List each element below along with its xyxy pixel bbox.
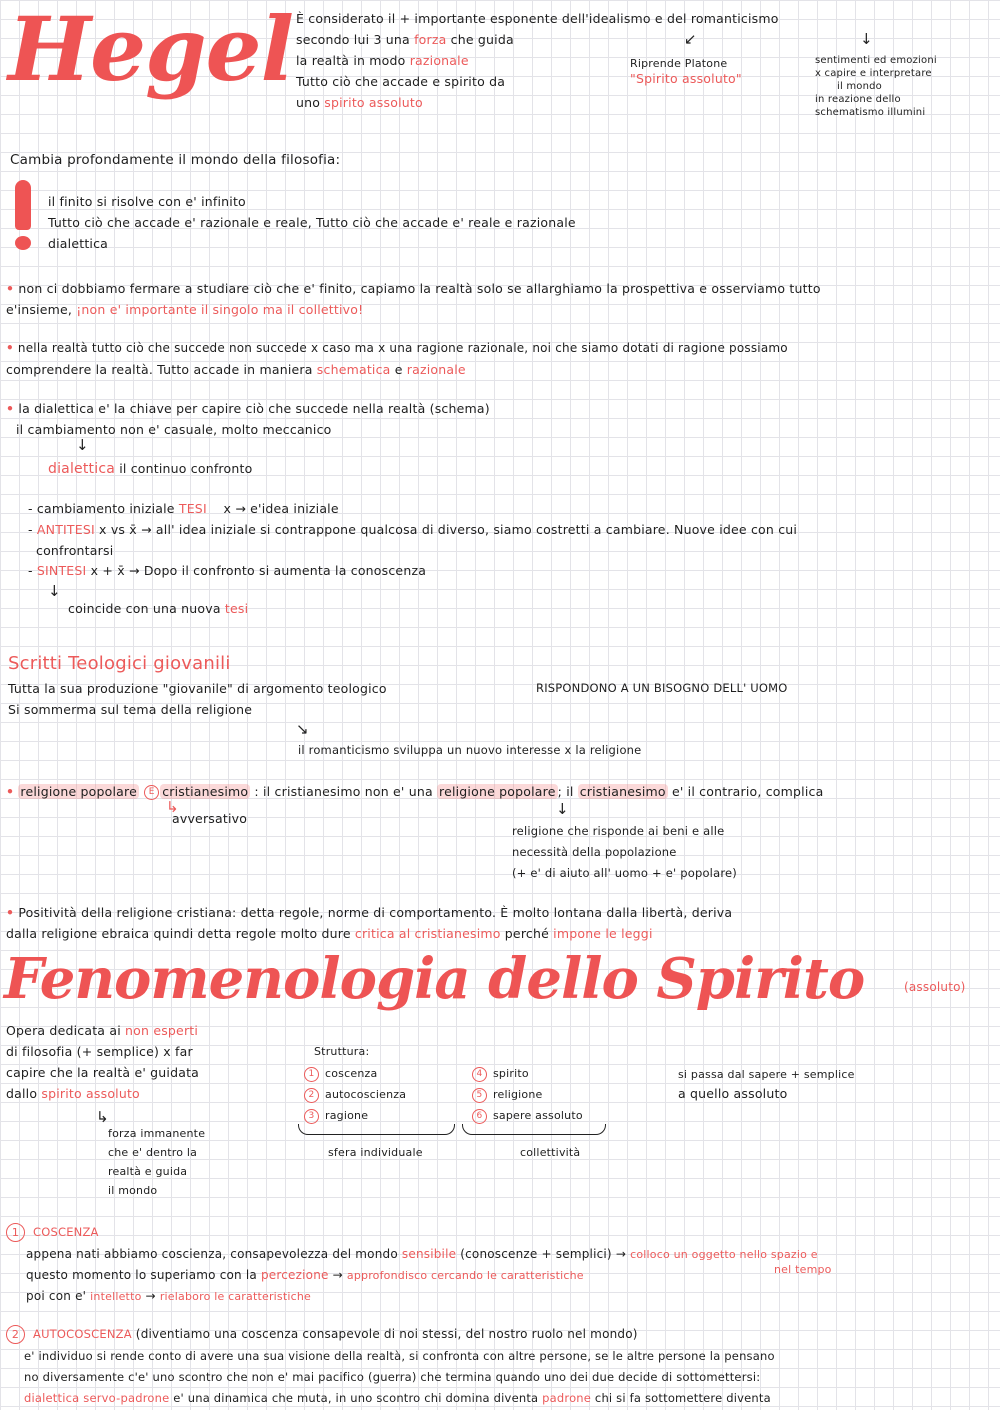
brace-collettivita xyxy=(462,1124,606,1135)
cambia-points: il finito si risolve con e' infinito Tutto ciò che accade e' razionale e reale, Tutto ciò che accade e' reale e razionale dialettica xyxy=(48,194,576,251)
bullet-finito: • non ci dobbiamo fermare a studiare ciò che e' finito, capiamo la realtà solo se allarghiamo la prospettiva e osserviamo tutto e'insieme, ¡non e' importante il singolo ma il collettivo! xyxy=(6,281,821,317)
brace-individuale xyxy=(298,1124,455,1135)
struttura-item: 5 religione xyxy=(472,1084,583,1105)
scritti-text: Tutta la sua produzione "giovanile" di argomento teologico Si sommerma sul tema della religione xyxy=(8,681,387,717)
arrow-down-icon: ↓ xyxy=(556,800,569,818)
dialettica-line: dialettica il continuo confronto xyxy=(48,461,253,477)
romanticismo-line: il romanticismo sviluppa un nuovo interesse x la religione xyxy=(298,743,642,757)
arrow-down-icon: ↘ xyxy=(296,720,309,738)
arrow-down-icon: ↓ xyxy=(76,436,89,454)
intro-line-1: È considerato il + importante esponente dell'idealismo e del romanticismo xyxy=(296,11,779,26)
scritti-heading: Scritti Teologici giovanili xyxy=(8,653,231,674)
sintesi-line: - SINTESI x + x̄ → Dopo il confronto si aumenta la conoscenza xyxy=(28,563,427,578)
arrow-down-icon: ↙ xyxy=(684,30,697,48)
religione-popolare-def: religione che risponde ai beni e alle necessità della popolazione (+ e' di aiuto all' uomo + e' popolare) xyxy=(512,824,737,880)
arrow-down-icon: ↳ xyxy=(96,1108,109,1126)
exclamation-icon xyxy=(12,180,34,250)
religione-line: • religione popolare E cristianesimo : il cristianesimo non e' una religione popolare ; il cristianesimo e' il contrario, complica xyxy=(6,784,824,799)
struttura-item: 4 spirito xyxy=(472,1063,583,1084)
autocoscenza-heading: 2 AUTOCOSCENZA (diventiamo una coscenza consapevole di noi stessi, del nostro ruolo nel mondo) xyxy=(6,1323,638,1345)
struttura-item: 1 coscenza xyxy=(304,1063,406,1084)
opera-block: Opera dedicata ai non esperti di filosofia (+ semplice) x far capire che la realtà e' guidata dallo spirito assoluto xyxy=(6,1023,200,1101)
intro-line-5: uno spirito assoluto xyxy=(296,95,423,110)
forza-immanente-note: forza immanente che e' dentro la realtà e guida il mondo xyxy=(108,1127,206,1197)
sentimenti-note: sentimenti ed emozioni x capire e interpretare il mondo in reazione dello schematismo illumini xyxy=(815,55,937,118)
arrow-down-icon: ↓ xyxy=(860,30,873,48)
platone-note: Riprende Platone "Spirito assoluto" xyxy=(630,57,742,86)
arrow-down-icon: ↓ xyxy=(48,582,61,600)
struttura-item: 6 sapere assoluto xyxy=(472,1105,583,1126)
intro-line-3: la realtà in modo razionale xyxy=(296,53,469,68)
coscenza-heading: 1 COSCENZA xyxy=(6,1221,99,1243)
avversativo-label: avversativo xyxy=(172,811,248,826)
struttura-item: 2 autocoscienza xyxy=(304,1084,406,1105)
autocoscenza-text: e' individuo si rende conto di avere una sua visione della realtà, si confronta con altre persone, se le altre persone la pensano no diversamente c'e' uno scontro che non e' mai pacifico (guerra) che termina quando uno dei due decide di sottomettersi: dialettica servo-padrone e' una dinamica che muta, in uno scontro chi domina diventa padrone chi si fa sottomettere diventa xyxy=(24,1349,775,1405)
struttura-label: Struttura: xyxy=(314,1045,370,1058)
intro-line-4: Tutto ciò che accade e spirito da xyxy=(296,74,506,89)
antitesi-line: - ANTITESI x vs x̄ → all' idea iniziale si contrappone qualcosa di diverso, siamo costretti a cambiare. Nuove idee con cui confrontarsi xyxy=(28,522,798,558)
cambia-heading: Cambia profondamente il mondo della filosofia: xyxy=(10,152,341,168)
fenomenologia-subtitle: (assoluto) xyxy=(904,980,966,994)
scritti-right: RISPONDONO A UN BISOGNO DELL' UOMO xyxy=(536,681,788,695)
page-title: Hegel xyxy=(8,0,294,101)
tesi-line: - cambiamento iniziale TESI x → e'idea iniziale xyxy=(28,501,339,516)
collettivita-label: collettività xyxy=(520,1146,581,1159)
struttura-list-individuale xyxy=(304,1063,406,1126)
coincide-line: coincide con una nuova tesi xyxy=(68,601,249,616)
passa-note: si passa dal sapere + semplice a quello assoluto xyxy=(678,1068,855,1101)
struttura-item: 3 ragione xyxy=(304,1105,406,1126)
sfera-individuale-label: sfera individuale xyxy=(328,1146,423,1159)
bullet-realta: • nella realtà tutto ciò che succede non succede x caso ma x una ragione razionale, noi che siamo dotati di ragione possiamo comprendere la realtà. Tutto accade in maniera schematica e razionale xyxy=(6,341,788,377)
intro-line-2: secondo lui 3 una forza che guida xyxy=(296,32,514,47)
fenomenologia-title: Fenomenologia dello Spirito xyxy=(4,946,865,1012)
positivita-line: • Positività della religione cristiana: detta regole, norme di comportamento. È molto lontana dalla libertà, deriva dalla religione ebraica quindi detta regole molto dure critica al cristianesimo perché impone le leggi xyxy=(6,905,733,941)
coscenza-text: appena nati abbiamo coscienza, consapevolezza del mondo sensibile (conoscenze + semplici) → colloco un oggetto nello spazio e questo momento lo superiamo con la percezione → approfondisco cercando le caratteristiche nel tempo poi con e' intelletto → rielaboro le caratteristiche xyxy=(26,1247,832,1303)
arrow-down-icon: ↳ xyxy=(166,798,179,816)
struttura-list-collettiva xyxy=(472,1063,583,1126)
bullet-dialettica: • la dialettica e' la chiave per capire ciò che succede nella realtà (schema) il cambiamento non e' casuale, molto meccanico xyxy=(6,401,490,437)
